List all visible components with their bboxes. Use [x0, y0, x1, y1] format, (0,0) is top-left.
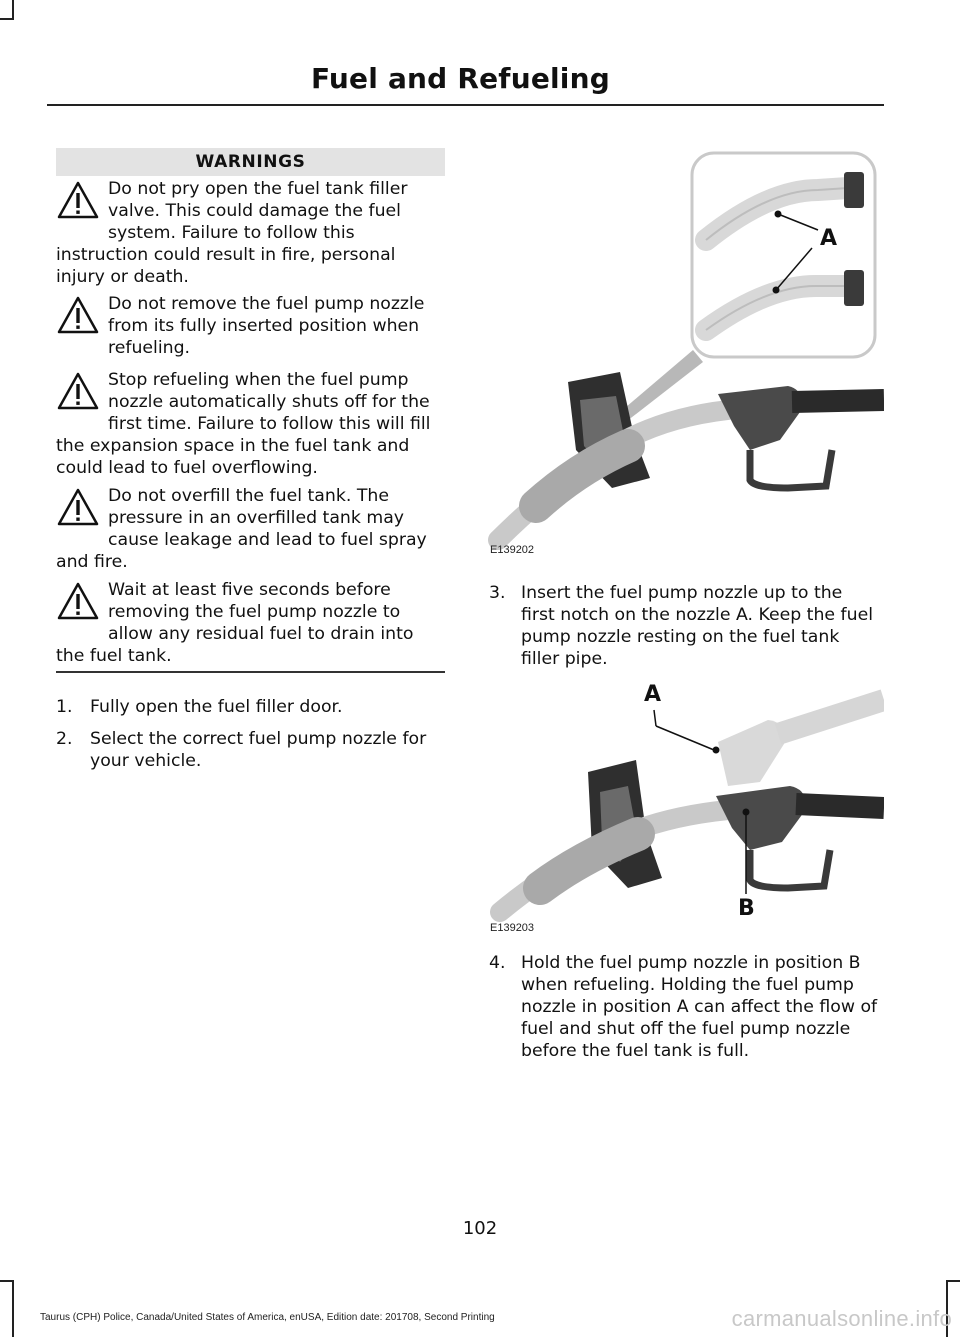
warning-text: Stop refueling when the fuel pump nozzle automatically shuts off for the first time. Failure to follow this will fill the expansion space in the fuel tank and could lead to fuel overflowing.	[56, 370, 431, 478]
warning-triangle-icon	[56, 579, 108, 625]
step-text: Insert the fuel pump nozzle up to the first notch on the nozzle A. Keep the fuel pump nozzle resting on the fuel tank filler pipe.	[521, 583, 874, 669]
crop-mark	[0, 1280, 14, 1282]
step-number: 2.	[56, 729, 73, 749]
warning-item	[56, 485, 446, 573]
page-number: 102	[462, 1218, 498, 1239]
figure-nozzle-notch	[488, 150, 884, 556]
figure-nozzle-positions	[488, 682, 884, 938]
warnings-heading: WARNINGS	[56, 148, 445, 176]
step-number: 1.	[56, 697, 73, 717]
warning-triangle-icon	[56, 369, 108, 415]
edition-footer: Taurus (CPH) Police, Canada/United States of America, enUSA, Edition date: 201708, Second Printing	[40, 1312, 495, 1323]
warning-text: Do not pry open the fuel tank filler valve. This could damage the fuel system. Failure to follow this instruction could result in fire, personal injury or death.	[56, 179, 408, 287]
warnings-end-rule	[56, 671, 445, 673]
step-item	[489, 582, 877, 670]
nozzle-illustration-2	[488, 682, 884, 938]
warning-item	[56, 178, 446, 288]
step-item	[56, 728, 448, 772]
warning-item	[56, 369, 446, 479]
step-number: 4.	[489, 953, 506, 973]
callout-label-b: B	[738, 896, 755, 921]
warning-text: Do not remove the fuel pump nozzle from its fully inserted position when refueling.	[108, 294, 425, 358]
title-divider	[47, 104, 884, 106]
step-item	[489, 952, 879, 1062]
crop-mark	[12, 1280, 14, 1337]
figure-id: E139203	[490, 922, 535, 934]
warning-text: Do not overfill the fuel tank. The pressure in an overfilled tank may cause leakage and lead to fuel spray and fire.	[56, 486, 427, 572]
warning-triangle-icon	[56, 485, 108, 531]
step-item	[56, 696, 448, 718]
step-text: Select the correct fuel pump nozzle for your vehicle.	[90, 729, 427, 771]
warning-item	[56, 579, 446, 667]
figure-id: E139202	[490, 544, 535, 556]
crop-mark	[12, 0, 14, 20]
watermark: carmanualsonline.info	[731, 1306, 952, 1331]
nozzle-illustration-1	[488, 150, 884, 556]
step-text: Hold the fuel pump nozzle in position B when refueling. Holding the fuel pump nozzle in position A can affect the flow of fuel and shut off the fuel pump nozzle before the fuel tank is full.	[521, 953, 878, 1061]
crop-mark	[0, 18, 14, 20]
warning-text: Wait at least five seconds before removing the fuel pump nozzle to allow any residual fuel to drain into the fuel tank.	[56, 580, 414, 666]
callout-label-a: A	[820, 226, 838, 251]
warning-triangle-icon	[56, 293, 108, 339]
callout-label-a: A	[644, 682, 662, 707]
step-number: 3.	[489, 583, 506, 603]
warning-item	[56, 293, 446, 359]
page-title: Fuel and Refueling	[310, 62, 610, 95]
crop-mark	[946, 1280, 960, 1282]
warning-triangle-icon	[56, 178, 108, 224]
step-text: Fully open the fuel filler door.	[90, 697, 343, 717]
